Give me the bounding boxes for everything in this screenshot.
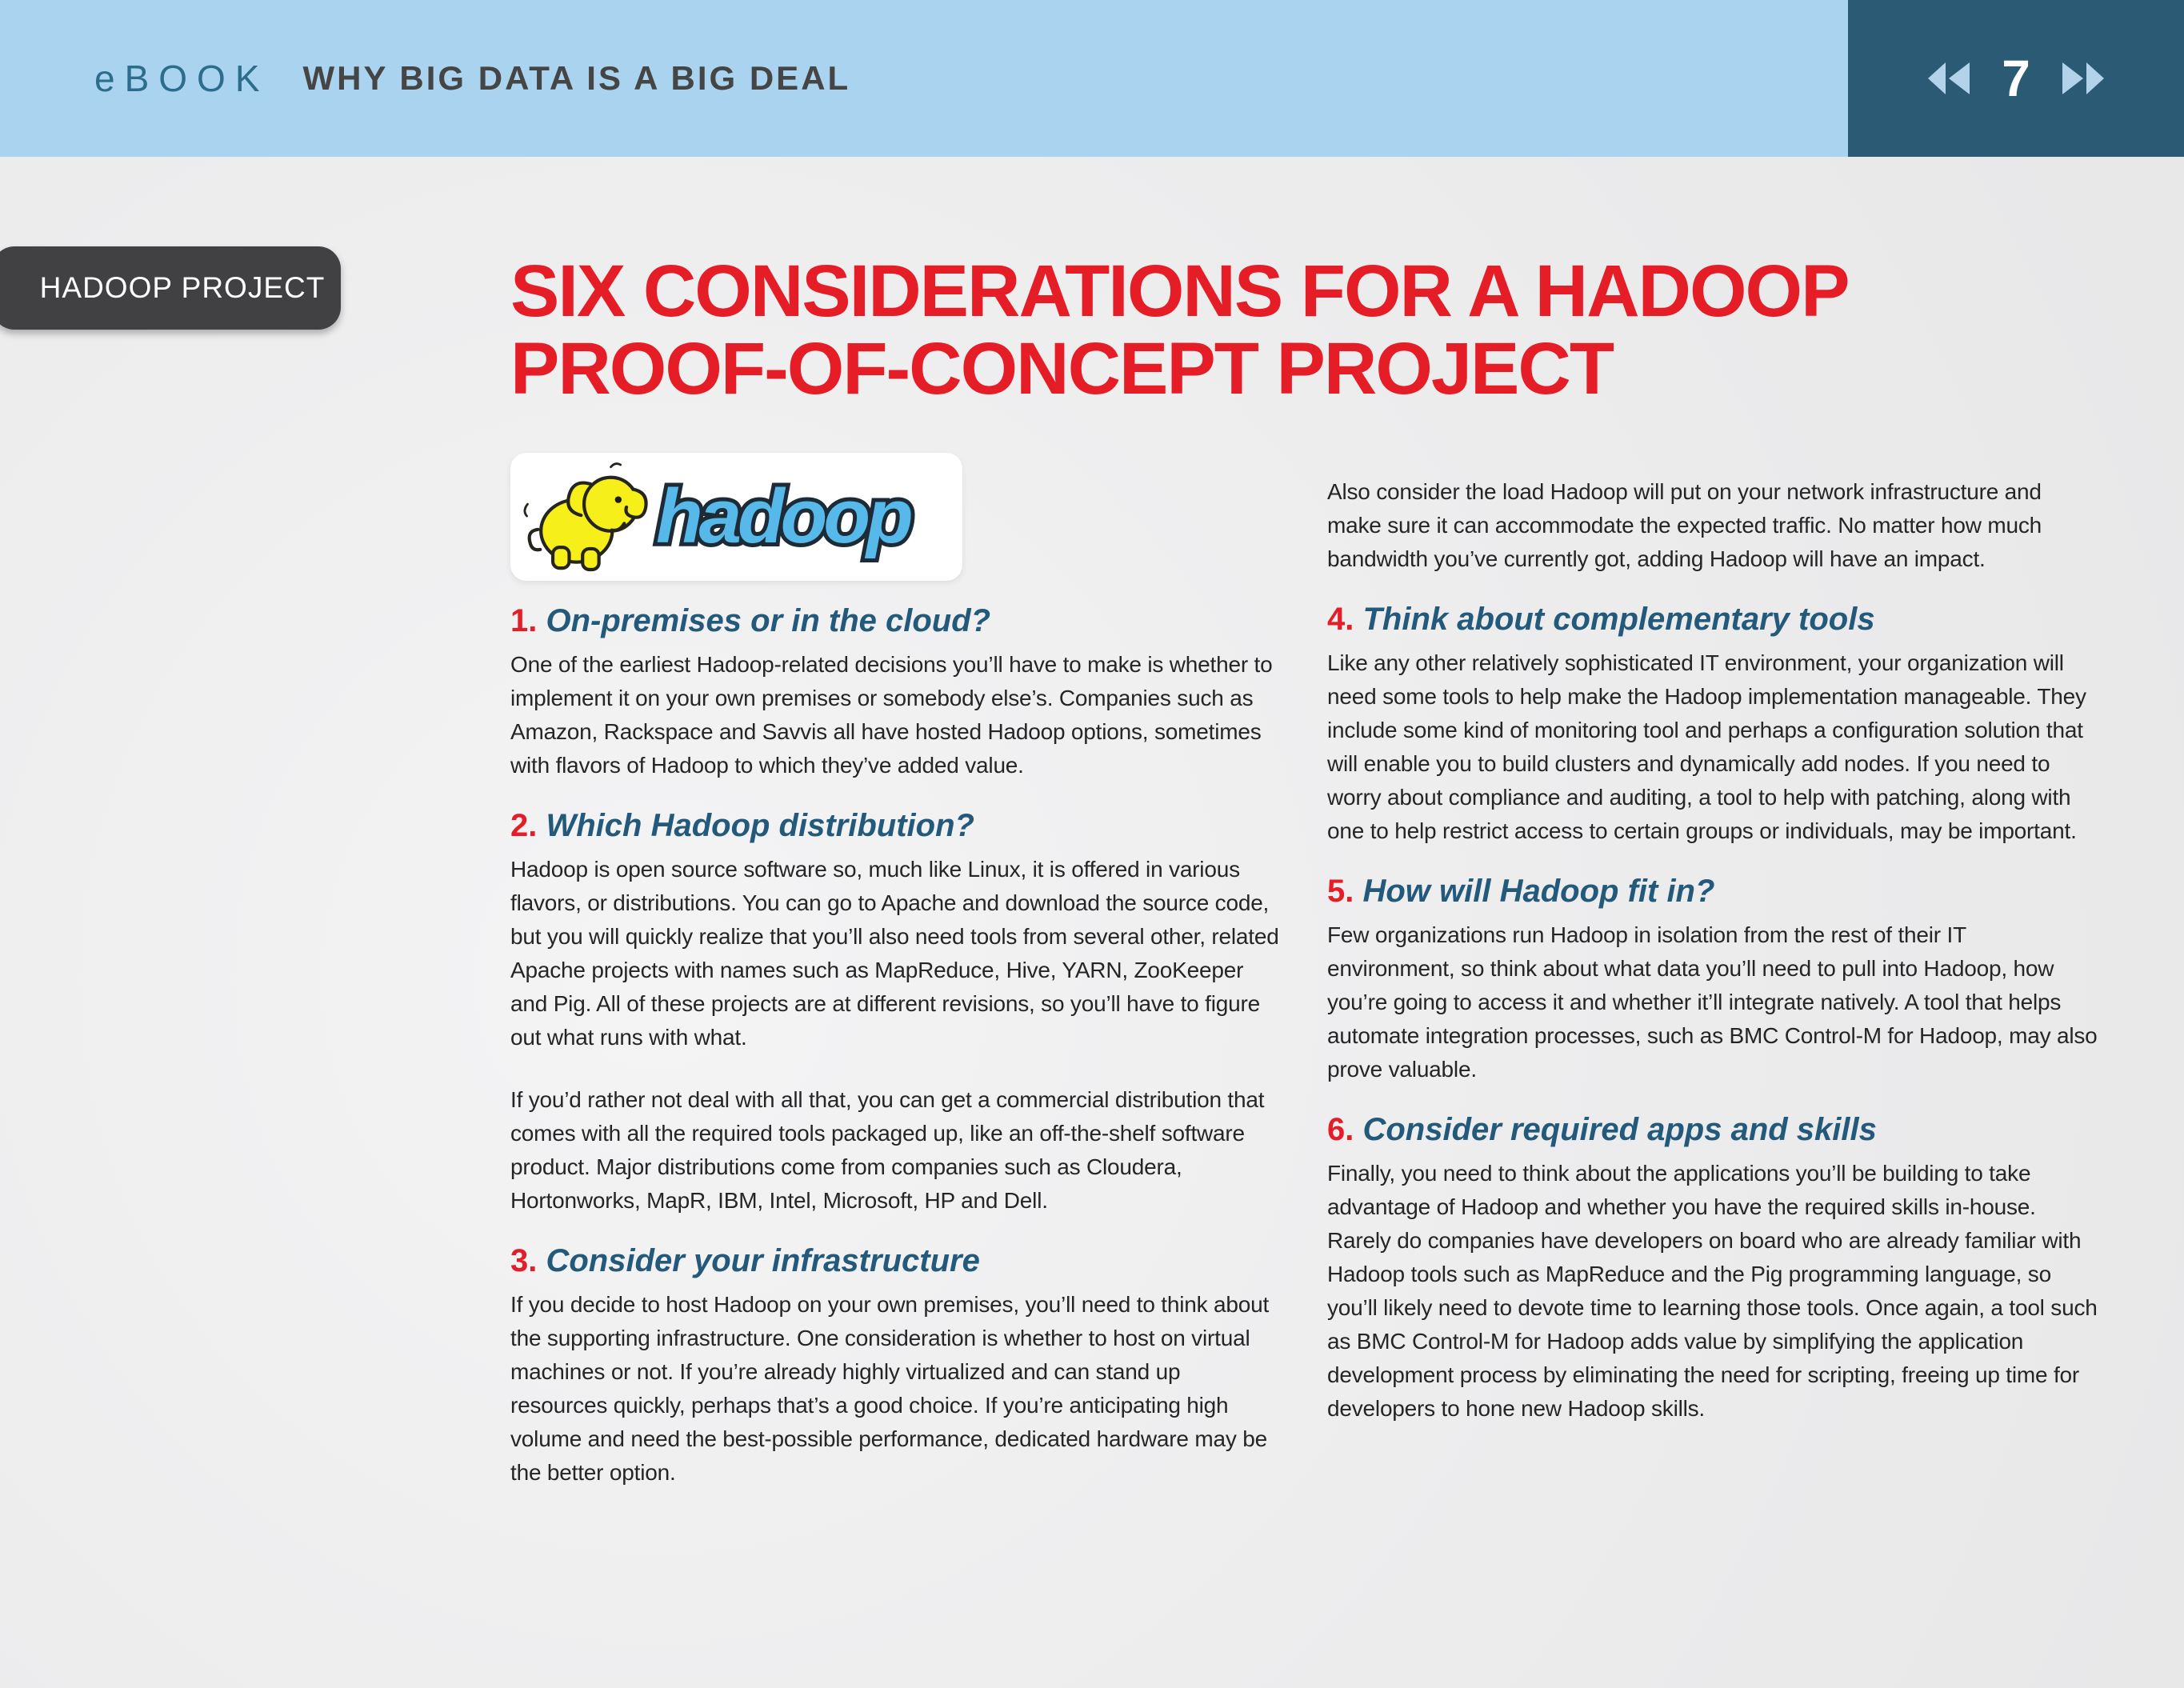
section-number: 6.: [1327, 1112, 1354, 1147]
section-4-paragraph: Like any other relatively sophisticated IT environment, your organization will need some tools to help make the Hadoop implementation manageable. They include some kind of monitoring tool and perhaps a configuration solution that will enable you to build clusters and dynamically add nodes. If you need to worry about compliance and auditing, a tool to help with patching, along with one to help restrict access to certain groups or individuals, may be important.: [1327, 650, 2086, 843]
section-heading: Consider required apps and skills: [1362, 1112, 1877, 1147]
previous-page-button[interactable]: [1926, 62, 1971, 95]
section-3-paragraph: If you decide to host Hadoop on your own premises, you’ll need to think about the supporting infrastructure. One consideration is whether to host on virtual machines or not. If you’re already highly virtualized and can stand up resources quickly, perhaps that’s a good choice. If you’re anticipating high volume and need the best-possible performance, dedicated hardware may be the better option.: [510, 1292, 1270, 1485]
hadoop-wordmark-text: hadoop: [656, 474, 910, 559]
section-4-title: [1327, 600, 2098, 638]
section-number: 1.: [510, 603, 538, 638]
section-1-paragraph: One of the earliest Hadoop-related decisions you’ll have to make is whether to implement it on your own premises or somebody else’s. Companies such as Amazon, Rackspace and Savvis all have hosted Hadoop options, sometimes with flavors of Hadoop to which they’ve added value.: [510, 652, 1273, 778]
right-column: [1327, 453, 2098, 1490]
ebook-label: eBOOK: [94, 58, 270, 99]
article-columns: [510, 453, 2098, 1490]
section-heading: On-premises or in the cloud?: [546, 603, 991, 638]
section-5-title: [1327, 872, 2098, 910]
section-number: 4.: [1327, 602, 1354, 637]
section-1: [510, 602, 1281, 782]
section-number: 2.: [510, 808, 538, 843]
section-heading: How will Hadoop fit in?: [1362, 874, 1715, 909]
section-6-paragraph: Finally, you need to think about the applications you’ll be building to take advantage of Hadoop and whether you have the required skills in-house. Rarely do companies have developers on board who are already familiar with Hadoop tools such as MapReduce and the Pig programming language, so you’ll likely need to devote time to learning those tools. Once again, a tool such as BMC Control-M for Hadoop adds value by simplifying the application development process by eliminating the need for scripting, freeing up time for developers to hone new Hadoop skills.: [1327, 1161, 2098, 1421]
section-5-paragraph: Few organizations run Hadoop in isolation from the rest of their IT environment, so think about what data you’ll need to pull into Hadoop, how you’re going to access it and whether it’ll integrate natively. A tool that helps automate integration processes, such as BMC Control-M for Hadoop, may also prove valuable.: [1327, 922, 2098, 1082]
section-1-title: [510, 602, 1281, 640]
header-title: WHY BIG DATA IS A BIG DEAL: [302, 59, 851, 97]
section-number: 3.: [510, 1243, 538, 1278]
hadoop-elephant-icon: [522, 461, 648, 573]
article: [0, 157, 2184, 1490]
article-title: [510, 250, 2098, 410]
section-number: 5.: [1327, 874, 1354, 909]
next-page-button[interactable]: [2061, 62, 2106, 95]
section-heading: Which Hadoop distribution?: [546, 808, 974, 843]
section-3-continued-paragraph: Also consider the load Hadoop will put on your network infrastructure and make sure it can accommodate the expected traffic. No matter how much bandwidth you’ve currently got, adding Hadoop will have an impact.: [1327, 479, 2042, 571]
page-navigation: [1848, 0, 2184, 157]
section-5: [1327, 872, 2098, 1086]
section-heading: Think about complementary tools: [1362, 602, 1875, 637]
article-title-line2: PROOF-OF-CONCEPT PROJECT: [510, 328, 1614, 410]
header-bar: [0, 0, 2184, 157]
chapter-tab-label: HADOOP PROJECT: [39, 271, 326, 304]
page-number: 7: [2002, 50, 2030, 107]
section-2-title: [510, 806, 1281, 845]
double-chevron-left-icon: [1926, 62, 1971, 95]
section-heading: Consider your infrastructure: [546, 1243, 980, 1278]
section-6: [1327, 1110, 2098, 1426]
double-chevron-right-icon: [2061, 62, 2106, 95]
left-column: [510, 453, 1281, 1490]
section-3-title: [510, 1242, 1281, 1280]
section-3: [510, 1242, 1281, 1490]
article-title-line1: SIX CONSIDERATIONS FOR A HADOOP: [510, 250, 1849, 332]
hadoop-wordmark: [650, 469, 954, 565]
section-2-paragraph-1: Hadoop is open source software so, much like Linux, it is offered in various flavors, or distributions. You can go to Apache and download the source code, but you will quickly realize that you’ll also need tools from several other, related Apache projects with names such as MapReduce, Hive, YARN, ZooKeeper and Pig. All of these projects are at different revisions, so you’ll have to figure out what runs with what.: [510, 857, 1279, 1050]
section-4: [1327, 600, 2098, 848]
section-2-paragraph-2: If you’d rather not deal with all that, you can get a commercial distribution that comes with all the required tools packaged up, like an off-the-shelf software product. Major distributions come from companies such as Cloudera, Hortonworks, MapR, IBM, Intel, Microsoft, HP and Dell.: [510, 1087, 1265, 1213]
section-6-title: [1327, 1110, 2098, 1149]
section-2: [510, 806, 1281, 1218]
hadoop-logo: [510, 453, 962, 581]
